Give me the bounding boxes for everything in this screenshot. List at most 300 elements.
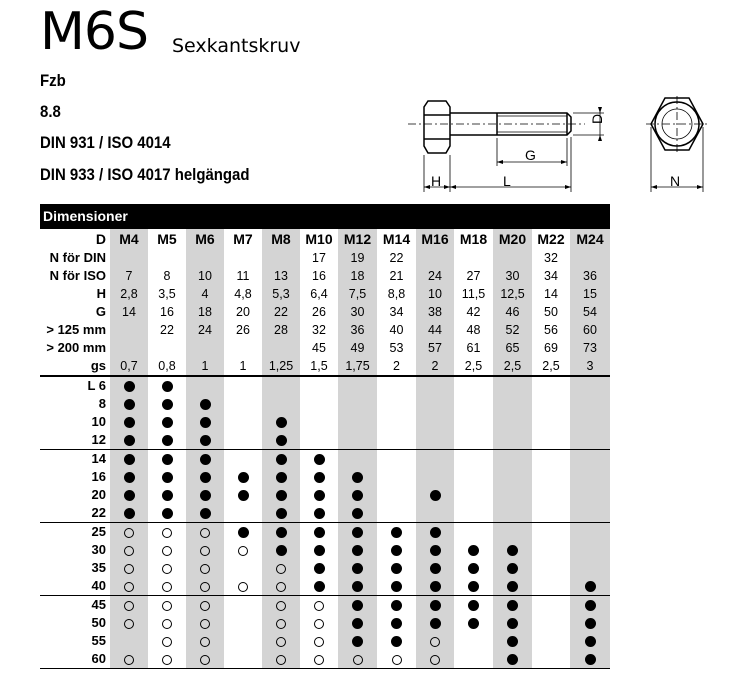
dim-value [186,249,224,267]
availability-cell [262,504,300,523]
dim-value: 18 [338,267,377,285]
availability-cell [338,450,377,469]
available-open-circle [200,619,210,629]
availability-cell [338,541,377,559]
availability-cell [224,431,262,450]
dim-value: 2 [416,357,454,376]
length-row-label [40,523,110,542]
available-full-dot [124,381,135,392]
availability-cell [416,376,454,395]
bolt-drawing [0,0,740,200]
availability-cell [454,395,493,413]
dim-value: 1 [186,357,224,376]
availability-cell [300,541,338,559]
availability-cell [110,504,148,523]
dim-value: 24 [186,321,224,339]
available-full-dot [352,618,363,629]
availability-cell [454,577,493,596]
size-header-m8: M8 [262,229,300,249]
availability-cell [262,413,300,431]
availability-cell [454,523,493,542]
available-full-dot [162,508,173,519]
availability-cell [186,486,224,504]
availability-cell [532,523,570,542]
length-value: 50 [91,615,106,630]
availability-cell [224,413,262,431]
dim-value: 1,25 [262,357,300,376]
available-open-circle [314,619,324,629]
dim-row-label: N för ISO [49,268,106,283]
availability-cell [338,431,377,450]
dim-value: 18 [186,303,224,321]
availability-cell [300,559,338,577]
availability-cell [148,614,186,632]
availability-cell [224,650,262,669]
available-full-dot [352,472,363,483]
availability-cell [110,450,148,469]
availability-cell [110,431,148,450]
length-value: 20 [91,487,106,502]
dim-value: 36 [338,321,377,339]
availability-cell [416,486,454,504]
size-header-m14: M14 [382,231,411,247]
dim-row-label: H [96,286,106,301]
available-full-dot [276,454,287,465]
dim-value: 7,5 [338,285,377,303]
availability-cell [300,468,338,486]
availability-cell [454,486,493,504]
dim-value: 11,5 [461,287,486,301]
available-open-circle [200,564,210,574]
table-bottom-rule [40,669,610,670]
available-open-circle [124,582,134,592]
availability-cell [416,577,454,596]
available-full-dot [276,527,287,538]
length-row-label [40,431,110,450]
availability-cell [148,395,186,413]
dim-value: 24 [416,267,454,285]
availability-cell [186,577,224,596]
dim-value: 46 [493,303,532,321]
availability-cell [300,614,338,632]
availability-cell [148,413,186,431]
availability-cell [338,577,377,596]
availability-cell [377,395,416,413]
dim-value: 16 [312,269,326,283]
available-full-dot [314,472,325,483]
availability-cell [300,450,338,469]
availability-cell [416,614,454,632]
availability-cell [186,395,224,413]
available-open-circle [124,564,134,574]
dim-value: 26 [236,323,250,337]
availability-cell [224,577,262,596]
available-full-dot [124,508,135,519]
availability-cell [454,468,493,486]
available-full-dot [352,563,363,574]
availability-cell [148,450,186,469]
available-full-dot [585,581,596,592]
size-header-m24: M24 [570,229,610,249]
availability-cell [224,559,262,577]
dim-value: 11 [236,269,250,283]
available-full-dot [430,490,441,501]
length-row-label [40,486,110,504]
dim-value [186,339,224,357]
availability-cell [148,376,186,395]
available-full-dot [352,490,363,501]
length-value: 14 [91,451,106,466]
availability-cell [493,650,532,669]
dim-value: 4,8 [234,287,252,301]
availability-cell [532,486,570,504]
dim-value: 22 [389,251,404,265]
availability-cell [570,450,610,469]
availability-cell [570,523,610,542]
available-full-dot [391,636,402,647]
availability-cell [416,541,454,559]
availability-cell [186,413,224,431]
availability-cell [377,450,416,469]
size-header-m4: M4 [110,229,148,249]
dim-value: 0,7 [110,357,148,376]
availability-cell [186,376,224,395]
available-open-circle [162,601,172,611]
availability-cell [454,450,493,469]
dim-value: 65 [493,339,532,357]
dim-value: 60 [570,321,610,339]
availability-cell [532,596,570,615]
dim-value: 53 [389,341,404,355]
spec-grade: 8.8 [40,102,61,121]
availability-cell [377,650,416,669]
availability-cell [224,468,262,486]
availability-cell [532,376,570,395]
availability-cell [262,596,300,615]
dim-value: 34 [389,305,404,319]
availability-cell [186,468,224,486]
availability-cell [110,577,148,596]
availability-cell [416,504,454,523]
length-row-label [40,614,110,632]
availability-cell [338,395,377,413]
available-open-circle [162,528,172,538]
available-open-circle [124,601,134,611]
availability-cell [262,431,300,450]
available-open-circle [162,637,172,647]
availability-cell [186,450,224,469]
available-full-dot [276,472,287,483]
availability-cell [148,486,186,504]
available-full-dot [507,636,518,647]
availability-cell [186,431,224,450]
length-value: 40 [91,578,106,593]
availability-cell [148,523,186,542]
availability-cell [186,523,224,542]
availability-cell [493,559,532,577]
length-value: 55 [91,633,106,648]
available-full-dot [238,527,249,538]
availability-cell [416,413,454,431]
available-full-dot [124,399,135,410]
length-row-label [40,450,110,469]
length-value: 12 [91,432,106,447]
available-full-dot [238,472,249,483]
size-row-label: D [95,231,106,247]
available-open-circle [314,601,324,611]
length-value: 16 [91,469,106,484]
length-row-label [40,632,110,650]
availability-cell [416,395,454,413]
dim-value: 14 [110,303,148,321]
available-open-circle [276,637,286,647]
available-full-dot [352,508,363,519]
available-full-dot [585,600,596,611]
availability-cell [377,523,416,542]
available-full-dot [585,654,596,665]
dim-value [262,249,300,267]
dim-value: 49 [338,339,377,357]
available-full-dot [276,417,287,428]
length-value: 45 [91,597,106,612]
available-open-circle [276,564,286,574]
available-open-circle [430,637,440,647]
availability-cell [110,486,148,504]
availability-cell [493,541,532,559]
dim-row-label: > 125 mm [46,322,106,337]
dim-value: 13 [262,267,300,285]
available-open-circle [314,655,324,665]
size-header-m12: M12 [338,229,377,249]
dim-value: 32 [312,323,326,337]
available-open-circle [200,601,210,611]
availability-cell [148,650,186,669]
availability-cell [338,413,377,431]
dim-value [148,249,186,267]
availability-cell [570,650,610,669]
availability-cell [110,376,148,395]
length-row-label [40,413,110,431]
size-header-m18: M18 [459,231,488,247]
available-full-dot [162,454,173,465]
available-full-dot [507,545,518,556]
length-value: 22 [91,505,106,520]
availability-cell [148,559,186,577]
availability-cell [493,431,532,450]
availability-cell [300,632,338,650]
available-full-dot [430,600,441,611]
dim-value: 7 [110,267,148,285]
availability-cell [454,632,493,650]
available-open-circle [124,655,134,665]
availability-cell [262,614,300,632]
length-value: 35 [91,560,106,575]
availability-cell [493,614,532,632]
available-full-dot [468,600,479,611]
availability-cell [493,577,532,596]
availability-cell [110,614,148,632]
availability-cell [262,450,300,469]
available-full-dot [585,618,596,629]
available-full-dot [314,490,325,501]
availability-cell [110,632,148,650]
availability-cell [338,632,377,650]
available-full-dot [200,435,211,446]
availability-cell [532,559,570,577]
available-full-dot [238,490,249,501]
dim-row-label: N för DIN [49,250,106,265]
available-full-dot [162,435,173,446]
length-value: 60 [91,651,106,666]
availability-cell [570,559,610,577]
available-full-dot [391,527,402,538]
bolt-side-view [424,101,571,153]
length-prefix: L [87,378,99,393]
availability-cell [338,596,377,615]
available-full-dot [124,454,135,465]
dim-value: 54 [570,303,610,321]
spec-standard-partial-thread: DIN 931 / ISO 4014 [40,133,171,152]
dim-value: 2,5 [464,359,483,373]
available-open-circle [238,546,248,556]
available-full-dot [507,654,518,665]
availability-cell [262,468,300,486]
available-open-circle [200,655,210,665]
availability-cell [377,431,416,450]
dim-value: 48 [466,323,481,337]
availability-cell [532,541,570,559]
dim-value: 2,5 [493,357,532,376]
available-full-dot [314,545,325,556]
available-full-dot [391,545,402,556]
dim-value: 57 [416,339,454,357]
dim-value: 10 [416,285,454,303]
dim-value: 50 [544,305,558,319]
availability-cell [262,559,300,577]
dim-value: 27 [466,269,481,283]
available-open-circle [392,655,402,665]
availability-cell [570,596,610,615]
availability-cell [416,632,454,650]
availability-cell [493,523,532,542]
available-full-dot [314,581,325,592]
dim-row-label: > 200 mm [46,340,106,355]
dim-value [454,249,493,267]
available-full-dot [352,636,363,647]
availability-cell [300,431,338,450]
spec-finish: Fzb [40,71,66,90]
availability-cell [300,395,338,413]
available-full-dot [314,508,325,519]
available-full-dot [276,508,287,519]
available-open-circle [124,546,134,556]
availability-cell [262,395,300,413]
availability-cell [186,504,224,523]
availability-cell [262,376,300,395]
availability-cell [262,486,300,504]
available-full-dot [430,545,441,556]
availability-cell [454,376,493,395]
dim-value [110,339,148,357]
availability-cell [377,468,416,486]
availability-cell [186,632,224,650]
availability-cell [532,395,570,413]
availability-cell [148,431,186,450]
availability-cell [532,614,570,632]
dim-value: 19 [338,249,377,267]
dim-value: 15 [570,285,610,303]
dim-value [110,249,148,267]
availability-cell [300,413,338,431]
availability-cell [148,632,186,650]
availability-cell [416,650,454,669]
available-full-dot [430,618,441,629]
length-row-label [40,468,110,486]
dim-value: 30 [338,303,377,321]
length-value: 30 [91,542,106,557]
availability-cell [493,450,532,469]
dim-value: 26 [312,305,326,319]
dim-n-label: N [670,173,681,189]
dim-value: 69 [544,341,558,355]
available-open-circle [200,637,210,647]
dim-value: 40 [389,323,404,337]
availability-cell [454,614,493,632]
size-header-m6: M6 [186,229,224,249]
length-row-label [40,541,110,559]
dim-value: 44 [416,321,454,339]
available-full-dot [468,581,479,592]
available-open-circle [314,637,324,647]
available-full-dot [276,490,287,501]
availability-cell [300,376,338,395]
availability-cell [110,650,148,669]
dim-value: 16 [160,305,174,319]
availability-cell [454,559,493,577]
availability-cell [186,541,224,559]
length-row-label [40,596,110,615]
availability-cell [493,596,532,615]
length-row-label [40,504,110,523]
dim-value: 17 [312,251,326,265]
dim-value: 2 [393,359,400,373]
dim-value: 36 [570,267,610,285]
available-full-dot [276,545,287,556]
availability-cell [262,541,300,559]
availability-cell [300,504,338,523]
availability-cell [532,632,570,650]
available-full-dot [507,581,518,592]
available-full-dot [507,600,518,611]
availability-cell [338,376,377,395]
availability-cell [570,541,610,559]
dim-value: 21 [389,269,404,283]
dim-d-label: D [589,113,605,124]
availability-cell [110,395,148,413]
availability-cell [186,650,224,669]
dim-value: 8,8 [387,287,406,301]
availability-cell [532,468,570,486]
availability-cell [186,559,224,577]
length-row-label [40,376,110,395]
availability-cell [570,395,610,413]
availability-cell [338,523,377,542]
availability-cell [570,486,610,504]
availability-cell [377,504,416,523]
dim-value: 22 [262,303,300,321]
availability-cell [570,577,610,596]
available-full-dot [430,581,441,592]
